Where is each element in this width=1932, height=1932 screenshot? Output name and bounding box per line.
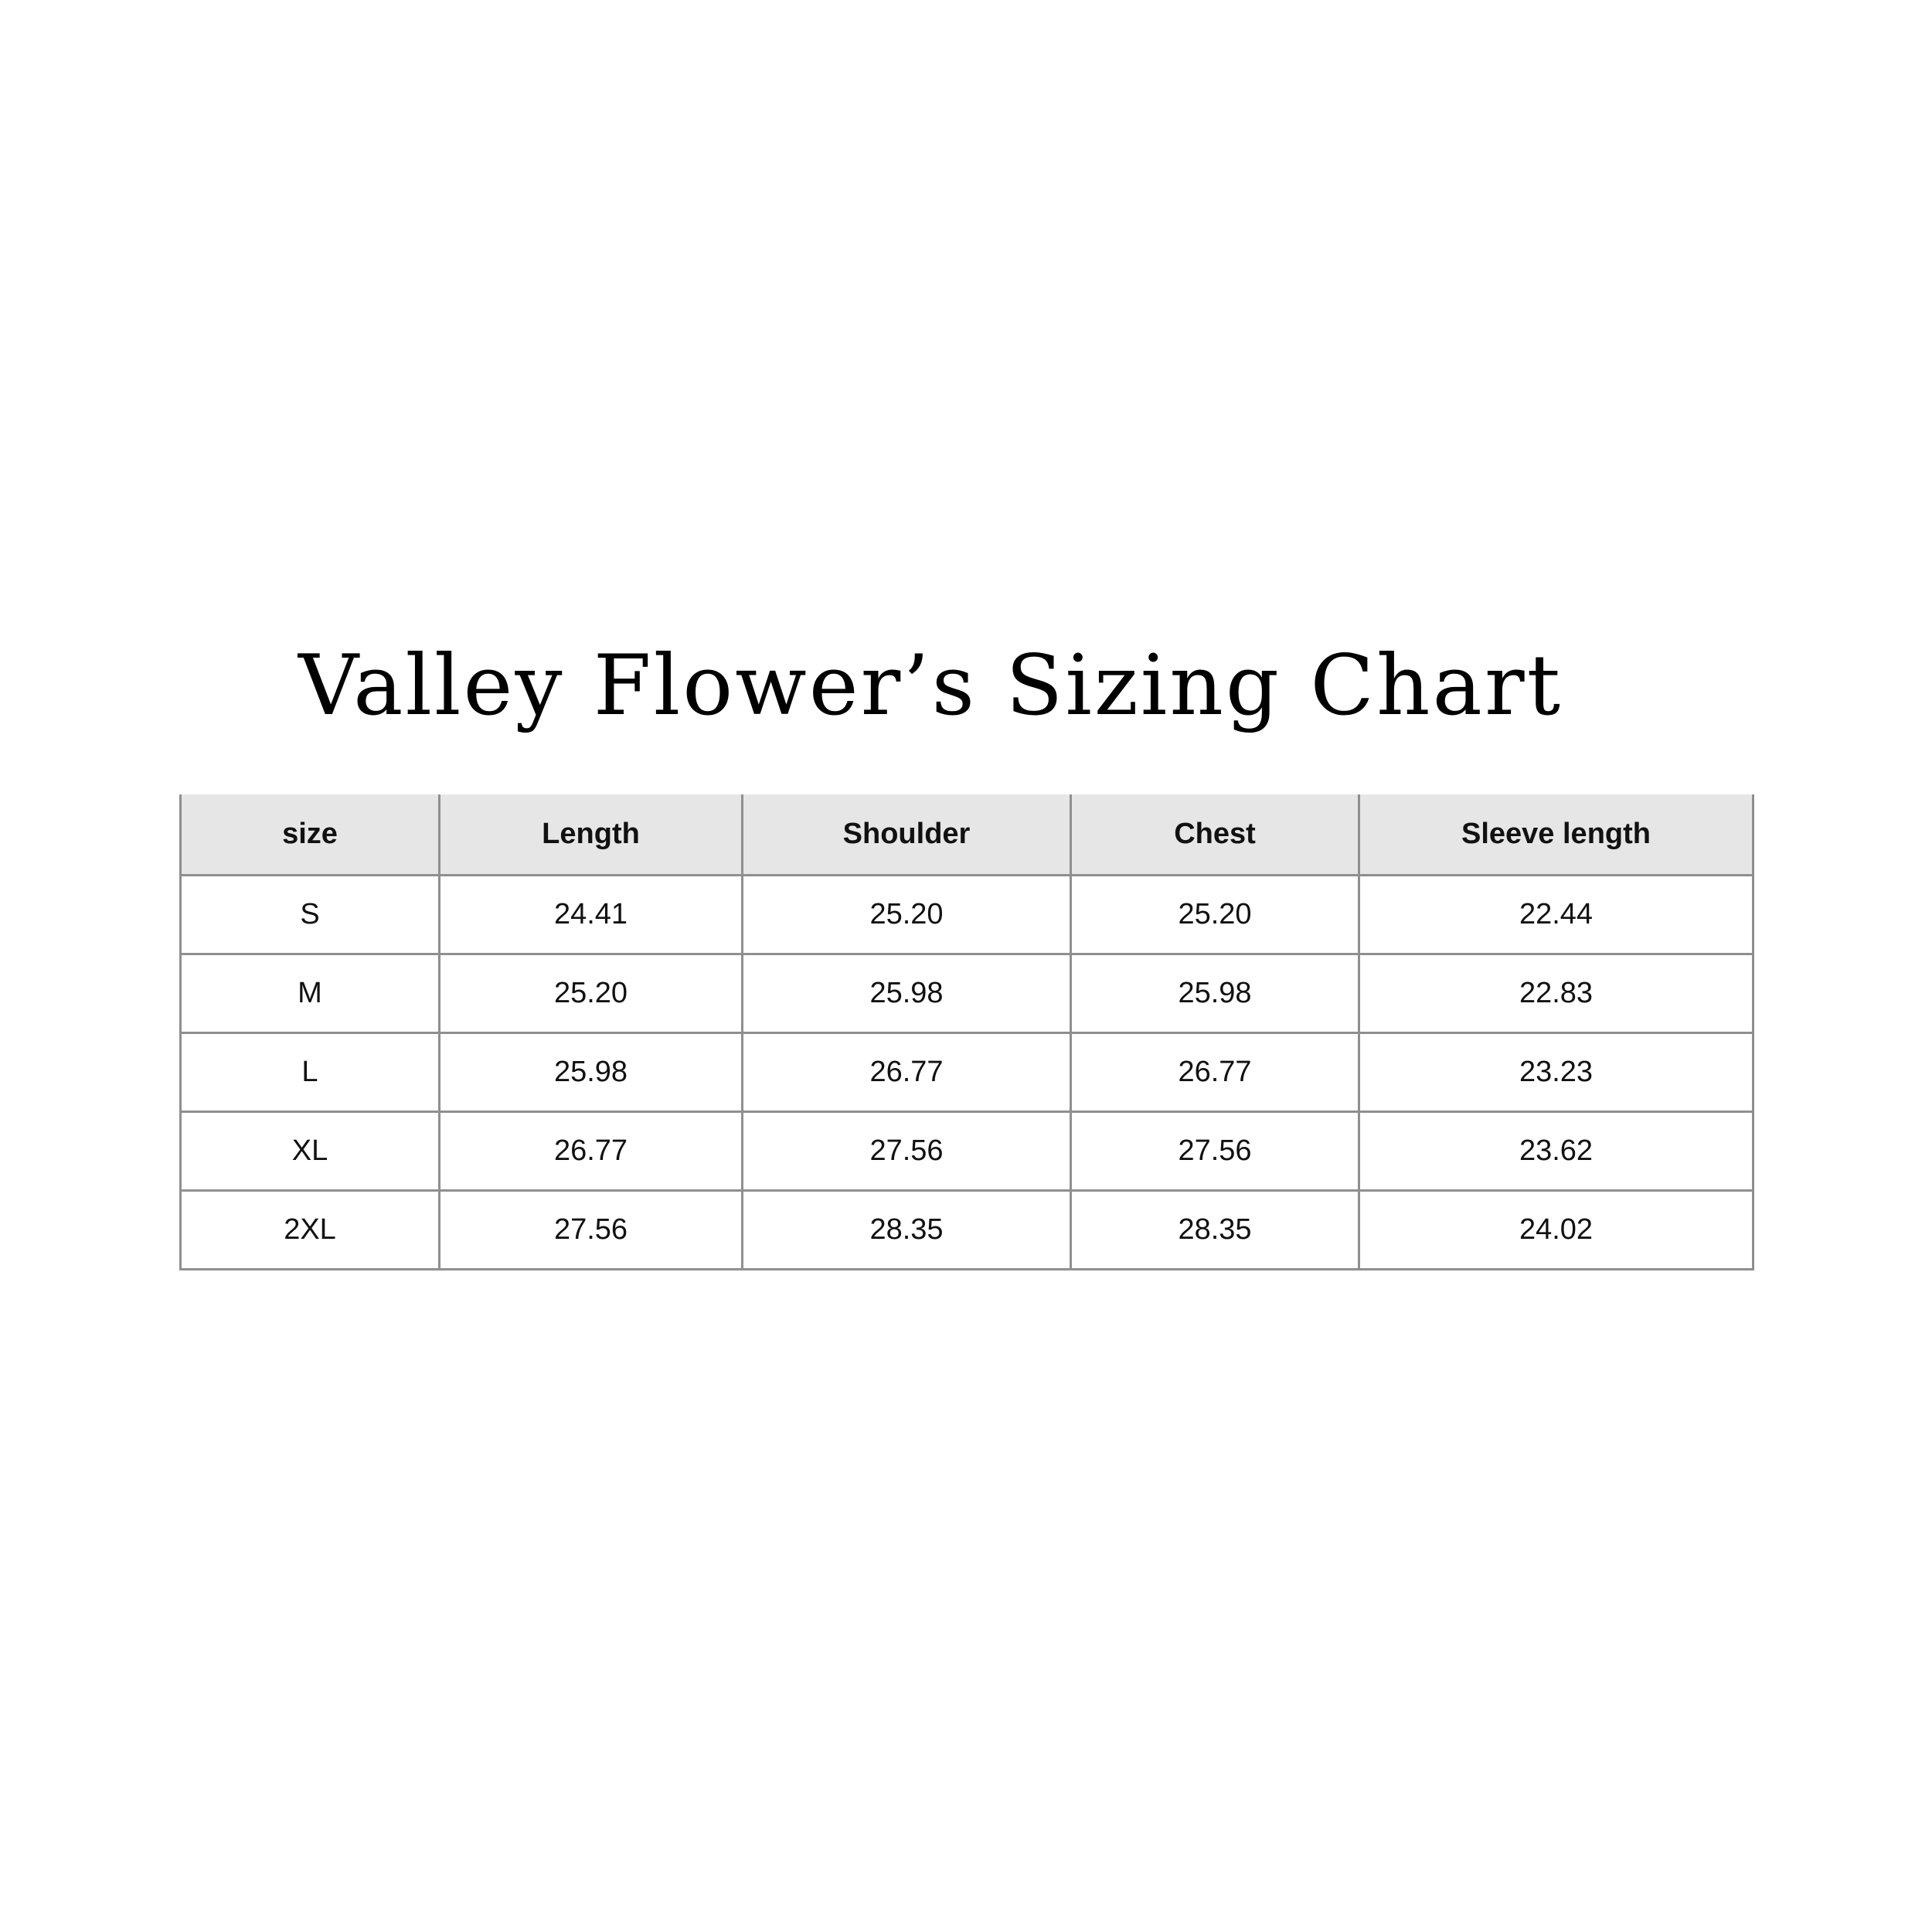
cell-sleeve-length: 23.62 xyxy=(1359,1112,1753,1191)
table-row xyxy=(181,876,1753,954)
column-header-length: Length xyxy=(440,794,743,876)
cell-sleeve-length: 22.83 xyxy=(1359,954,1753,1033)
table-row xyxy=(181,1191,1753,1270)
cell-sleeve-length: 22.44 xyxy=(1359,876,1753,954)
cell-sleeve-length: 23.23 xyxy=(1359,1033,1753,1112)
cell-length: 25.20 xyxy=(440,954,743,1033)
cell-chest: 28.35 xyxy=(1071,1191,1359,1270)
table-row xyxy=(181,954,1753,1033)
cell-size: S xyxy=(181,876,440,954)
cell-length: 27.56 xyxy=(440,1191,743,1270)
column-header-chest: Chest xyxy=(1071,794,1359,876)
table-row xyxy=(181,1112,1753,1191)
cell-length: 24.41 xyxy=(440,876,743,954)
table-header-row xyxy=(181,794,1753,876)
column-header-sleeve-length: Sleeve length xyxy=(1359,794,1753,876)
column-header-shoulder: Shoulder xyxy=(743,794,1071,876)
cell-chest: 26.77 xyxy=(1071,1033,1359,1112)
cell-size: L xyxy=(181,1033,440,1112)
cell-shoulder: 27.56 xyxy=(743,1112,1071,1191)
column-header-size: size xyxy=(181,794,440,876)
cell-shoulder: 25.20 xyxy=(743,876,1071,954)
cell-chest: 25.98 xyxy=(1071,954,1359,1033)
cell-chest: 27.56 xyxy=(1071,1112,1359,1191)
cell-size: XL xyxy=(181,1112,440,1191)
cell-size: M xyxy=(181,954,440,1033)
cell-length: 26.77 xyxy=(440,1112,743,1191)
cell-size: 2XL xyxy=(181,1191,440,1270)
cell-shoulder: 26.77 xyxy=(743,1033,1071,1112)
cell-length: 25.98 xyxy=(440,1033,743,1112)
cell-shoulder: 28.35 xyxy=(743,1191,1071,1270)
cell-chest: 25.20 xyxy=(1071,876,1359,954)
table-row xyxy=(181,1033,1753,1112)
cell-sleeve-length: 24.02 xyxy=(1359,1191,1753,1270)
sizing-table xyxy=(179,794,1754,1270)
cell-shoulder: 25.98 xyxy=(743,954,1071,1033)
page-title: Valley Flower’s Sizing Chart xyxy=(298,638,1563,734)
